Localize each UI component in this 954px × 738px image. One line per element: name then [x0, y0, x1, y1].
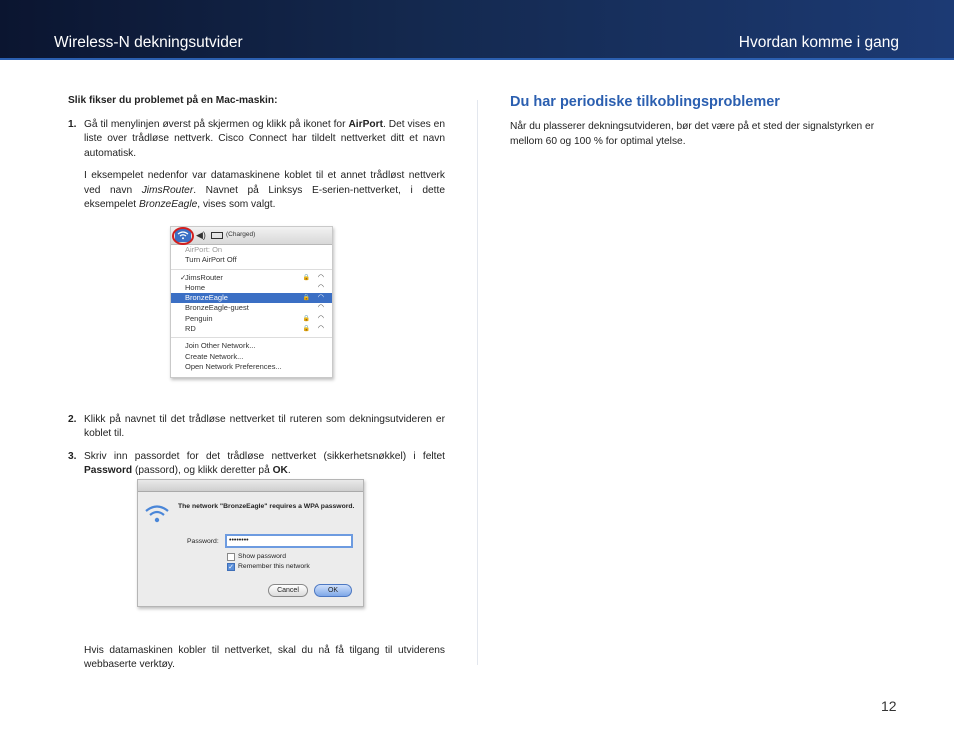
document-title: Wireless-N dekningsutvider — [54, 34, 243, 51]
step-3 — [68, 450, 445, 479]
ok-button[interactable]: OK — [314, 584, 352, 597]
column-divider — [477, 100, 478, 665]
network-item-bronzeeagle[interactable] — [171, 293, 332, 303]
step-text: Skriv inn passordet for det trådløse nettverket (sikkerhetsnøkkel) i feltet — [84, 450, 445, 462]
network-name: BronzeEagle-guest — [185, 303, 249, 313]
page-header — [0, 0, 954, 58]
password-input[interactable]: •••••••• — [225, 534, 353, 548]
battery-status: (Charged) — [226, 231, 256, 238]
paragraph-text: , vises som valgt. — [197, 199, 276, 210]
step-text: Klikk på navnet til det trådløse nettverket til ruteren som dekningsutvideren er koblet til. — [84, 413, 445, 439]
paragraph-text: I eksempelet nedenfor var datamaskinene koblet til et annet trådløst nettverk ved navn — [84, 170, 445, 196]
menu-separator — [171, 269, 332, 270]
section-body: Når du plasserer dekningsutvideren, bør det være på et sted der signalstyrken er mellom 60 og 100 % for optimal ytelse. — [510, 121, 875, 147]
step-number: 2. — [68, 413, 77, 425]
password-term: Password — [84, 465, 133, 476]
step-text: . — [287, 465, 291, 476]
create-network-item[interactable]: Create Network... — [185, 351, 244, 361]
signal-icon: ◠ — [317, 325, 324, 333]
network-name: RD — [185, 324, 196, 334]
volume-icon: ◀) — [196, 230, 206, 240]
network-item-penguin[interactable] — [171, 314, 332, 324]
right-column — [510, 94, 902, 149]
step-text: Gå til menylinjen øverst på skjermen og klikk på ikonet for — [84, 118, 349, 130]
paragraph-text: . Navnet på Linksys E-serien-nettverket, i dette eksempelet — [84, 184, 445, 210]
join-other-network-item[interactable]: Join Other Network... — [185, 341, 256, 351]
step-number: 1. — [68, 118, 77, 130]
ok-term: OK — [272, 465, 288, 476]
show-password-label: Show password — [238, 553, 286, 560]
network-name: BronzeEagle — [138, 199, 198, 210]
step-number: 3. — [68, 450, 77, 462]
highlight-circle — [172, 227, 194, 245]
mac-fix-subhead: Slik fikser du problemet på en Mac-maskin: — [68, 95, 278, 106]
signal-icon: ◠ — [317, 294, 324, 302]
lock-icon: 🔒 — [302, 295, 310, 302]
network-name: Penguin — [185, 313, 213, 323]
signal-icon: ◠ — [317, 304, 324, 312]
menu-separator — [171, 337, 332, 338]
network-item-rd[interactable] — [171, 324, 332, 334]
open-network-preferences-item[interactable]: Open Network Preferences... — [185, 361, 282, 371]
network-item-home[interactable] — [171, 283, 332, 293]
lock-icon: 🔒 — [302, 326, 310, 333]
remember-network-checkbox[interactable]: ✓ — [228, 564, 234, 571]
wifi-icon — [144, 504, 170, 526]
menu-bar — [171, 227, 332, 245]
network-name: Home — [185, 282, 206, 292]
section-heading: Du har periodiske tilkoblingsproblemer — [510, 94, 780, 110]
result-paragraph: Hvis datamaskinen kobler til nettverket, skal du nå få tilgang til utviderens webbaserte verktøy. — [84, 644, 445, 670]
remember-network-label: Remember this network — [238, 563, 310, 570]
check-icon: ✓ — [180, 272, 187, 282]
dialog-message: The network "BronzeEagle" requires a WPA password. — [178, 503, 355, 510]
network-name: JimsRouter — [185, 272, 223, 282]
step-text: (passord), og klikk deretter på — [132, 465, 273, 476]
network-name: BronzeEagle — [185, 293, 228, 303]
step-text: . Det vises en liste over trådløse nettverk. Cisco Connect har tildelt nettverket ditt et navn automatisk. — [84, 118, 445, 159]
example-paragraph — [68, 169, 445, 213]
airport-term: AirPort — [348, 118, 383, 130]
signal-icon: ◠ — [317, 314, 324, 322]
airport-menu-screenshot — [170, 226, 333, 378]
cancel-button[interactable]: Cancel — [268, 584, 308, 597]
step-1 — [68, 118, 445, 162]
lock-icon: 🔒 — [302, 274, 310, 281]
network-name: JimsRouter — [141, 184, 194, 196]
dialog-titlebar — [138, 480, 363, 492]
page-number: 12 — [881, 698, 897, 714]
turn-airport-off-item[interactable]: Turn AirPort Off — [185, 255, 237, 265]
airport-status: AirPort: On — [185, 245, 223, 254]
section-title: Hvordan komme i gang — [738, 34, 899, 51]
wpa-password-dialog — [137, 479, 364, 607]
network-item-jimsrouter[interactable] — [171, 273, 332, 283]
password-label: Password: — [187, 538, 219, 545]
step-2 — [68, 413, 445, 442]
network-item-bronzeeagle-guest[interactable] — [171, 303, 332, 313]
header-rule — [0, 58, 954, 60]
show-password-checkbox[interactable] — [227, 553, 235, 561]
signal-icon: ◠ — [317, 273, 324, 281]
signal-icon: ◠ — [317, 283, 324, 291]
battery-icon — [211, 232, 223, 239]
lock-icon: 🔒 — [302, 315, 310, 322]
